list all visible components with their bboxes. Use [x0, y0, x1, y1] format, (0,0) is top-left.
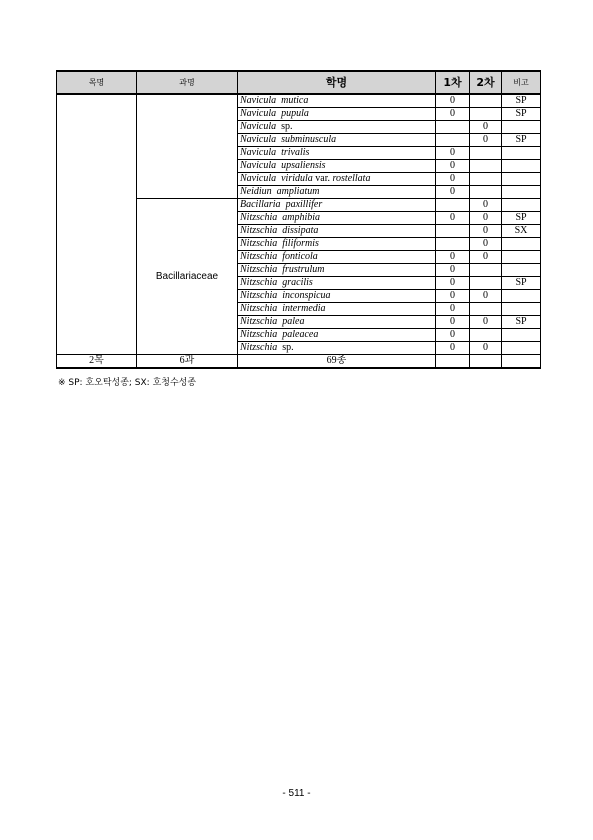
- scientific-name: [238, 290, 436, 303]
- remark-cell: SP: [502, 316, 541, 329]
- species-epithet: filiformis: [282, 238, 319, 249]
- species-epithet: sp.: [282, 342, 294, 353]
- first-survey-cell: 0: [436, 277, 470, 290]
- species-epithet: fonticola: [282, 251, 318, 262]
- remark-cell: SP: [502, 212, 541, 225]
- second-survey-cell: 0: [470, 212, 502, 225]
- family-cell: [137, 94, 238, 199]
- remark-cell: [502, 186, 541, 199]
- scientific-name: [238, 264, 436, 277]
- scientific-name: [238, 342, 436, 355]
- remark-cell: [502, 121, 541, 134]
- first-survey-cell: 0: [436, 160, 470, 173]
- header-remarks: 비고: [502, 71, 541, 94]
- remark-cell: [502, 199, 541, 212]
- genus-name: Nitzschia: [240, 251, 278, 262]
- remark-cell: [502, 329, 541, 342]
- total-note: [502, 355, 541, 369]
- header-row: [57, 71, 541, 94]
- genus-name: Navicula: [240, 95, 277, 106]
- total-second: [470, 355, 502, 369]
- second-survey-cell: 0: [470, 238, 502, 251]
- first-survey-cell: 0: [436, 186, 470, 199]
- page-number: - 511 -: [282, 788, 311, 799]
- remark-cell: [502, 264, 541, 277]
- species-epithet: paleacea: [282, 329, 319, 340]
- scientific-name: [238, 199, 436, 212]
- first-survey-cell: [436, 134, 470, 147]
- family-cell: Bacillariaceae: [137, 199, 238, 355]
- genus-name: Nitzschia: [240, 277, 278, 288]
- remark-cell: SX: [502, 225, 541, 238]
- species-epithet: palea: [282, 316, 305, 327]
- total-families: 6과: [137, 355, 238, 369]
- first-survey-cell: [436, 121, 470, 134]
- first-survey-cell: 0: [436, 108, 470, 121]
- total-row: [57, 355, 541, 369]
- second-survey-cell: [470, 329, 502, 342]
- second-survey-cell: 0: [470, 251, 502, 264]
- species-epithet: subminuscula: [281, 134, 337, 145]
- first-survey-cell: 0: [436, 316, 470, 329]
- second-survey-cell: [470, 94, 502, 108]
- genus-name: Nitzschia: [240, 303, 278, 314]
- footnote: ※ SP: 호오탁성종; SX: 호청수성종: [58, 378, 197, 388]
- genus-name: Navicula: [240, 147, 277, 158]
- genus-name: Nitzschia: [240, 264, 278, 275]
- total-orders: 2목: [57, 355, 137, 369]
- second-survey-cell: [470, 186, 502, 199]
- first-survey-cell: 0: [436, 212, 470, 225]
- remark-cell: SP: [502, 134, 541, 147]
- remark-cell: [502, 173, 541, 186]
- scientific-name: [238, 277, 436, 290]
- total-species: 69종: [238, 355, 436, 369]
- scientific-name: [238, 329, 436, 342]
- first-survey-cell: 0: [436, 342, 470, 355]
- header-scientific-name: 학명: [238, 71, 436, 94]
- species-epithet: gracilis: [282, 277, 313, 288]
- species-epithet: dissipata: [282, 225, 319, 236]
- second-survey-cell: [470, 173, 502, 186]
- species-epithet: amphibia: [282, 212, 321, 223]
- genus-name: Nitzschia: [240, 329, 278, 340]
- second-survey-cell: [470, 303, 502, 316]
- first-survey-cell: 0: [436, 251, 470, 264]
- scientific-name: [238, 251, 436, 264]
- species-epithet: mutica: [281, 95, 309, 106]
- remark-cell: [502, 147, 541, 160]
- scientific-name: [238, 94, 436, 108]
- remark-cell: [502, 238, 541, 251]
- genus-name: Bacillaria: [240, 199, 281, 210]
- scientific-name: [238, 212, 436, 225]
- second-survey-cell: [470, 147, 502, 160]
- species-epithet: inconspicua: [282, 290, 331, 301]
- remark-cell: SP: [502, 108, 541, 121]
- variety-marker: var.: [315, 173, 330, 184]
- species-epithet: ampliatum: [276, 186, 320, 197]
- remark-cell: [502, 251, 541, 264]
- first-survey-cell: 0: [436, 290, 470, 303]
- second-survey-cell: 0: [470, 316, 502, 329]
- second-survey-cell: [470, 108, 502, 121]
- scientific-name: [238, 238, 436, 251]
- first-survey-cell: 0: [436, 303, 470, 316]
- scientific-name: [238, 303, 436, 316]
- remark-cell: [502, 303, 541, 316]
- second-survey-cell: 0: [470, 134, 502, 147]
- remark-cell: SP: [502, 94, 541, 108]
- second-survey-cell: [470, 264, 502, 277]
- second-survey-cell: 0: [470, 342, 502, 355]
- genus-name: Navicula: [240, 160, 277, 171]
- remark-cell: [502, 160, 541, 173]
- genus-name: Nitzschia: [240, 342, 278, 353]
- remark-cell: [502, 290, 541, 303]
- second-survey-cell: 0: [470, 290, 502, 303]
- first-survey-cell: 0: [436, 147, 470, 160]
- variety-name: rostellata: [332, 173, 371, 184]
- first-survey-cell: 0: [436, 329, 470, 342]
- genus-name: Nitzschia: [240, 238, 278, 249]
- genus-name: Navicula: [240, 108, 277, 119]
- species-epithet: frustrulum: [282, 264, 325, 275]
- genus-name: Nitzschia: [240, 290, 278, 301]
- table-body: [57, 94, 541, 368]
- first-survey-cell: [436, 199, 470, 212]
- genus-name: Nitzschia: [240, 212, 278, 223]
- total-first: [436, 355, 470, 369]
- species-epithet: upsaliensis: [281, 160, 326, 171]
- species-epithet: trivalis: [281, 147, 310, 158]
- scientific-name: [238, 108, 436, 121]
- second-survey-cell: [470, 160, 502, 173]
- species-table: [56, 70, 541, 369]
- scientific-name: [238, 225, 436, 238]
- first-survey-cell: [436, 238, 470, 251]
- second-survey-cell: [470, 277, 502, 290]
- species-epithet: intermedia: [282, 303, 326, 314]
- scientific-name: [238, 186, 436, 199]
- order-cell: [57, 94, 137, 355]
- species-epithet: pupula: [281, 108, 309, 119]
- remark-cell: SP: [502, 277, 541, 290]
- scientific-name: [238, 160, 436, 173]
- second-survey-cell: 0: [470, 225, 502, 238]
- species-epithet: paxillifer: [285, 199, 323, 210]
- first-survey-cell: 0: [436, 264, 470, 277]
- header-first-survey: 1차: [436, 71, 470, 94]
- scientific-name: [238, 173, 436, 186]
- scientific-name: [238, 147, 436, 160]
- first-survey-cell: 0: [436, 94, 470, 108]
- header-second-survey: 2차: [470, 71, 502, 94]
- species-epithet: sp.: [281, 121, 293, 132]
- species-epithet: viridula: [281, 173, 313, 184]
- genus-name: Navicula: [240, 121, 277, 132]
- remark-cell: [502, 342, 541, 355]
- genus-name: Neidiun: [240, 186, 272, 197]
- genus-name: Nitzschia: [240, 316, 278, 327]
- scientific-name: [238, 316, 436, 329]
- scientific-name: [238, 134, 436, 147]
- genus-name: Nitzschia: [240, 225, 278, 236]
- genus-name: Navicula: [240, 173, 277, 184]
- header-family: 과명: [137, 71, 238, 94]
- first-survey-cell: [436, 225, 470, 238]
- scientific-name: [238, 121, 436, 134]
- genus-name: Navicula: [240, 134, 277, 145]
- table-row: [57, 94, 541, 108]
- first-survey-cell: 0: [436, 173, 470, 186]
- second-survey-cell: 0: [470, 199, 502, 212]
- header-order: 목명: [57, 71, 137, 94]
- second-survey-cell: 0: [470, 121, 502, 134]
